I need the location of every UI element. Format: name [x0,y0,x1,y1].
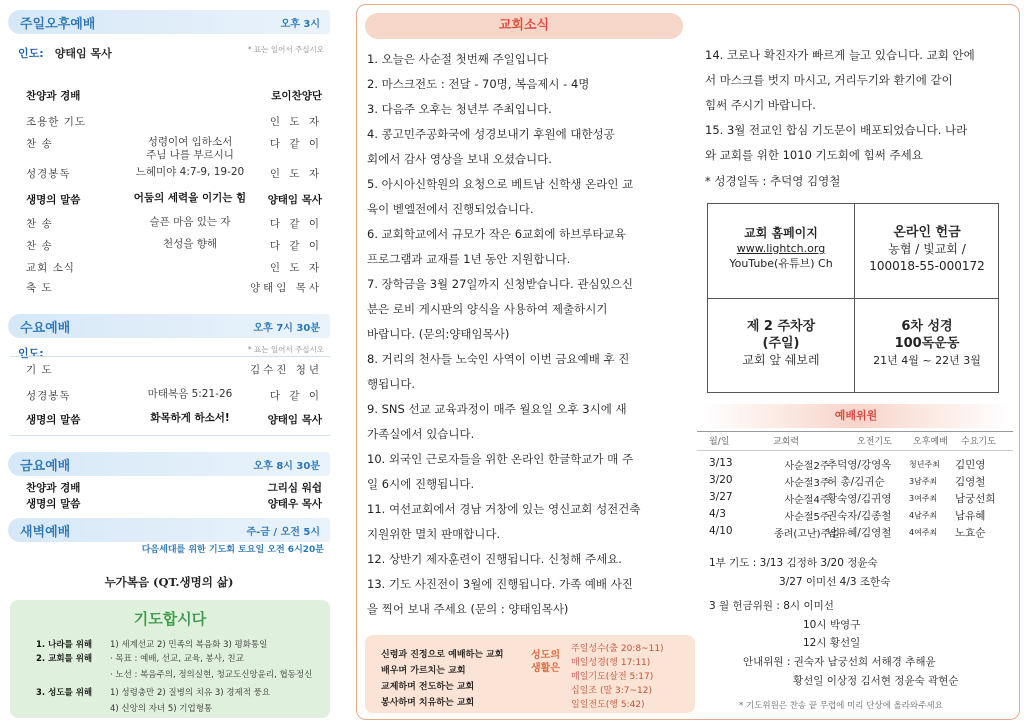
motto-item: 신령과 진정으로 예배하는 교회 [381,650,504,660]
news-item: 1. 오늘은 사순절 첫번째 주일입니다 [367,52,549,66]
committee-header-cell: 오후예배 [913,437,948,447]
committee-season: 사순절3주 [784,478,830,489]
order-leader: 인 도 자 [269,168,322,180]
homepage-cell: 교회 홈페이지 www.lightch.org YouTube(유튜브) Ch [729,226,833,270]
committee-afternoon: 3남주최 [909,477,938,486]
news-item: 4. 콩고민주공화국에 성경보내기 후원에 대한성공 회에서 감사 영상을 보내 오셨습니다. [367,127,615,166]
wednesday-time: 오후 7시 30분 [253,322,320,334]
motto-practice: 매일기도(살전 5:17) [571,672,654,682]
committee-header-cell: 오전기도 [857,437,892,447]
news-item: 3. 다음주 오후는 청년부 주최입니다. [367,102,552,116]
order-item: 찬 송 [26,240,53,252]
news-panel [356,4,1020,720]
prayer-detail: 4) 신앙의 자녀 5) 기업형통 [110,704,213,714]
news-item: 9. SNS 선교 교육과정이 매주 월요일 오후 3시에 새 가족실에서 있습니다. [367,402,627,441]
sunday-note: * 표는 일어서 주십시오 [247,45,324,54]
committee-header-cell: 월/일 [709,437,730,447]
committee-morning: 황숙영/김귀영 [827,493,892,505]
sunday-lead-name: 양태임 목사 [54,47,112,60]
order-leader: 그리심 워쉽 [267,482,322,494]
bible-reading: * 성경일독 : 추덕영 김영철 [705,174,841,188]
committee-title: 예배위원 [701,404,1011,428]
order-item: 조용한 기도 [26,116,87,128]
bible-cell: 6차 성경 100독운동 21년 4월 ~ 22년 3월 [873,319,981,367]
order-item: 찬 송 [26,218,53,230]
info-grid [707,203,999,393]
dawn-time: 주-금 / 오전 5시 [246,526,320,538]
wednesday-lead: 인도: * 표는 일어서 주십시오 [18,345,324,360]
news-item: 2. 마스크전도 : 전달 - 70명, 복음제시 - 4명 [367,77,590,91]
order-item: 생명의 말씀 [26,194,81,206]
order-leader: 양태임 목사 [267,414,322,426]
committee-date: 4/10 [709,525,733,537]
motto-practice: 매일성경(행 17:11) [571,658,651,668]
order-detail: 화목하게 하소서! [150,412,230,424]
guide-line-1: 안내위원 : 권숙자 남궁선희 서해경 추해윤 [743,656,936,668]
order-item: 찬양과 경배 [26,90,81,102]
motto-box [365,635,695,713]
order-detail: 천성을 향해 [162,238,218,250]
prayer-topic: 2. 교회를 위해 [36,654,93,664]
order-row [8,388,330,404]
news-item: 13. 기도 사진전이 3월에 진행됩니다. 가족 예배 사진 을 찍어 보내 주세요 (문의 : 양태임목사) [367,577,633,616]
friday-time: 오후 8시 30분 [253,460,320,472]
committee-date: 3/13 [709,457,733,469]
friday-title: 금요예배 [20,458,71,474]
committee-morning: 권숙자/김종철 [827,510,892,522]
news-title: 교회소식 [365,13,683,39]
prayer-detail: 1) 성령충만 2) 질병의 치유 3) 경제적 풍요 [110,688,271,698]
committee-wednesday: 김민영 [955,459,986,471]
homepage-link[interactable]: www.lightch.org [736,242,826,255]
guide-line-2: 황선일 이상정 김서현 정윤숙 곽현순 [793,675,959,687]
order-row [8,166,330,182]
order-item: 성경봉독 [26,390,71,402]
news-item: 11. 여선교회에서 경남 거창에 있는 영신교회 성전건축 지원위한 멸치 판매합니다. [367,502,641,541]
order-leader: 양태임 목사 [267,194,322,206]
parking-cell: 제 2 주차장 (주일) 교회 앞 쉐보레 [742,319,820,367]
committee-wednesday: 남유혜 [955,510,986,522]
news-item: 12. 상반기 제자훈련이 진행됩니다. 신청해 주세요. [367,552,622,566]
committee-afternoon: 4남주최 [909,511,938,520]
committee-date: 3/20 [709,474,733,486]
dawn-title: 새벽예배 [20,524,71,540]
motto-label: 성도의 생활은 [531,650,560,674]
order-leader: 인 도 자 [269,116,322,128]
committee-wednesday: 김영철 [955,476,986,488]
committee-afternoon: 3여주최 [909,494,938,503]
prayer-title: 기도합시다 [133,610,207,628]
friday-header [8,452,330,476]
committee-season: 사순절5주 [784,512,830,523]
order-row [8,136,330,166]
order-detail: 마태복음 5:21-26 [147,388,233,400]
order-item: 축 도 [26,282,53,294]
order-leader: 로이찬양단 [271,90,322,102]
order-item: 성경봉독 [26,168,71,180]
order-detail: 슬픈 마음 있는 자 [149,216,231,228]
order-row [8,480,330,496]
order-row [8,496,330,512]
news-item: 7. 장학금을 3월 27일까지 신청받습니다. 관심있으신 분은 로비 게시판의 양식을 사용하여 제출하시기 바랍니다. (문의:양태임목사) [367,277,633,341]
order-row [8,192,330,208]
order-leader: 다 같 이 [269,218,322,230]
order-row [8,412,330,428]
order-row [8,114,330,130]
order-leader: 양태우 목사 [267,498,322,510]
prayer-line-1: 1부 기도 : 3/13 김정하 3/20 정윤숙 [709,557,878,569]
prayer-box [10,600,330,718]
dawn-sub: 다음세대를 위한 기도회 토요일 오전 6시20분 [141,545,324,555]
committee-morning: 허 총/김귀순 [827,476,885,488]
order-row [8,216,330,232]
prayer-topic: 1. 나라를 위해 [36,640,93,650]
sunday-title: 주일오후예배 [20,16,96,32]
committee-afternoon: 4여주최 [909,528,938,537]
committee-morning: 추덕영/강영옥 [827,459,892,471]
order-leader: 다 같 이 [269,240,322,252]
order-item: 생명의 말씀 [26,498,81,510]
order-detail: 성령이여 임하소서 주님 나를 부르시니 [146,136,234,161]
committee-wednesday: 남궁선희 [955,493,996,505]
news-item: 5. 아시아신학원의 요청으로 베트남 신학생 온라인 교 육이 벧엘전에서 진행되었습니다. [367,177,634,216]
order-leader: 다 같 이 [269,390,322,402]
prayer-detail: 1) 세계선교 2) 민족의 복음화 3) 평화통일 [110,640,268,650]
order-leader: 김수진 청년 [249,364,322,376]
committee-note: * 기도위원은 찬송 끝 무렵에 미리 단상에 올라와주세요 [739,701,943,711]
offering-line-2: 10시 박영구 [803,619,861,631]
prayer-topic: 3. 성도를 위해 [36,688,93,698]
order-leader: 양태임 목사 [249,282,322,294]
order-item: 찬양과 경배 [26,482,81,494]
order-item: 교회 소식 [26,262,75,274]
order-row [8,260,330,276]
sunday-lead: 인도: 양태임 목사 * 표는 일어서 주십시오 [18,45,324,60]
sunday-header [8,10,330,34]
order-item: 기 도 [26,364,53,376]
committee-season: 사순절2주 [784,461,830,472]
offering-line-3: 12시 황선일 [803,637,861,649]
motto-item: 교제하며 전도하는 교회 [381,682,475,692]
motto-practice: 십일조 (말 3:7~12) [571,686,652,696]
committee-date: 4/3 [709,508,726,520]
offering-cell: 온라인 헌금 농협 / 빛교회 / 100018-55-000172 [869,225,985,273]
motto-item: 봉사하며 치유하는 교회 [381,698,475,708]
order-detail: 느헤미야 4:7-9, 19-20 [135,166,245,178]
motto-practice: 주일성수(출 20:8~11) [571,644,664,654]
committee-wednesday: 노효순 [955,527,986,539]
news-item: 10. 외국인 근로자들을 위한 온라인 한글학교가 매 주 일 6시에 진행됩니다. [367,452,634,491]
news-item: 14. 코로나 확진자가 빠르게 늘고 있습니다. 교회 안에 서 마스크를 벗지 마시고, 거리두기와 환기에 같이 힘써 주시기 바랍니다. [705,48,975,112]
order-row [8,88,330,104]
wednesday-header [8,314,330,338]
committee-season: 사순절4주 [784,495,830,506]
order-leader: 다 같 이 [269,138,322,150]
prayer-detail: · 노선 : 복음주의, 정의실현, 청교도신앙윤리, 협동정신 [110,670,313,680]
committee-afternoon: 청년주최 [909,460,940,469]
committee-header-cell: 교회력 [773,437,800,447]
news-item: 6. 교회학교에서 규모가 작은 6교회에 하브루타교육 프로그램과 교재를 1년 동안 지원합니다. [367,227,626,266]
motto-practice: 일일전도(행 5:42) [571,700,645,710]
prayer-detail: · 목표 : 예배, 선교, 교육, 봉사, 친교 [110,654,244,664]
order-row [8,280,330,296]
order-leader: 인 도 자 [269,262,322,274]
order-item: 찬 송 [26,138,53,150]
committee-date: 3/27 [709,491,733,503]
wednesday-title: 수요예배 [20,320,71,336]
prayer-line-2: 3/27 이미선 4/3 조한숙 [779,576,891,588]
motto-item: 배우며 가르치는 교회 [381,666,466,676]
news-item: 8. 거리의 천사들 노숙인 사역이 이번 금요예배 후 진 행됩니다. [367,352,630,391]
order-item: 생명의 말씀 [26,414,81,426]
committee-header-cell: 수요기도 [961,437,996,447]
order-row [8,362,330,378]
news-item: 15. 3월 전교인 합심 기도문이 배포되었습니다. 나라 와 교회를 위한 1010 기도회에 힘써 주세요 [705,123,968,162]
committee-morning: 남유혜/김영철 [827,527,892,539]
dawn-text: 누가복음 (QT.생명의 삶) [104,575,234,589]
order-detail: 어둠의 세력을 이기는 힘 [133,192,247,204]
offering-line-1: 3 월 헌금위원 : 8시 이미선 [709,600,834,612]
dawn-header [8,518,330,542]
order-row [8,238,330,254]
committee-season: 종려(고난)주일 [774,529,840,540]
left-column [8,6,330,718]
sunday-time: 오후 3시 [280,18,320,30]
